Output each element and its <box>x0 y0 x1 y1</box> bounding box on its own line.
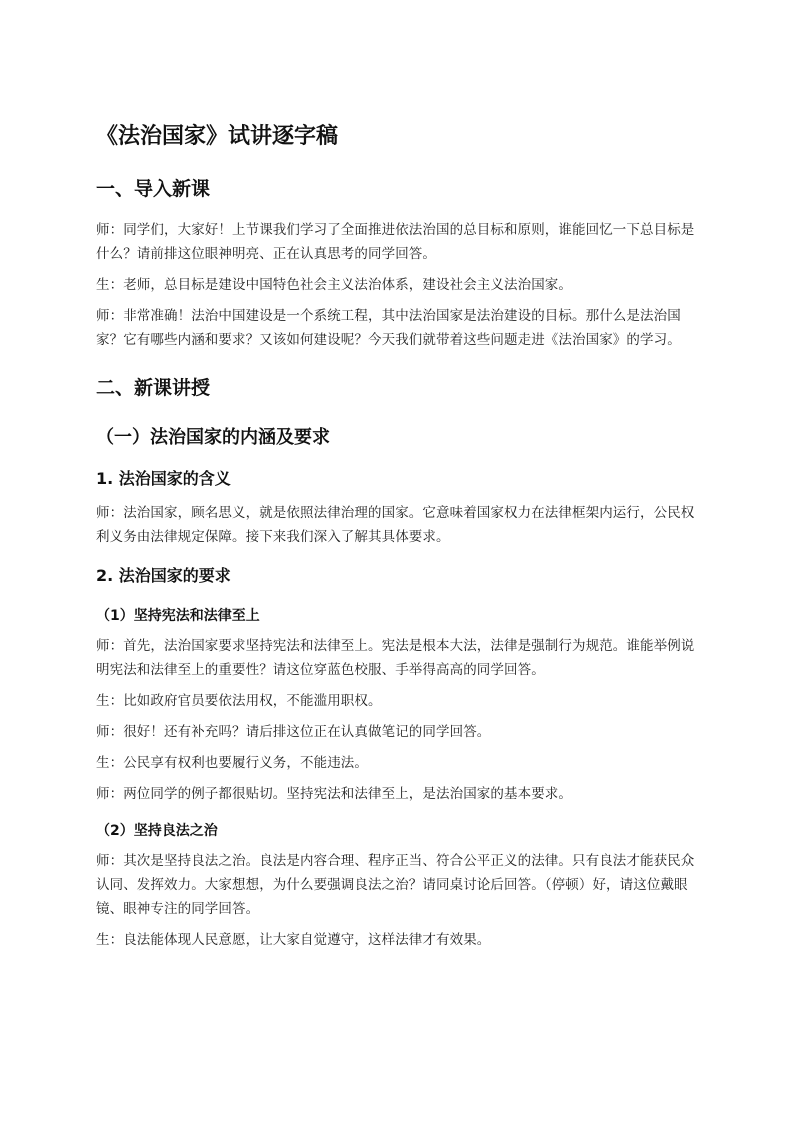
paragraph: 师：很好！还有补充吗？请后排这位正在认真做笔记的同学回答。 <box>96 724 491 740</box>
paragraph: 师：两位同学的例子都很贴切。坚持宪法和法律至上，是法治国家的基本要求。 <box>96 786 572 802</box>
paragraph: 生：良法能体现人民意愿，让大家自觉遵守，这样法律才有效果。 <box>96 932 491 948</box>
section-heading-intro: 一、导入新课 <box>96 178 211 200</box>
paragraph: 生：比如政府官员要依法用权，不能滥用职权。 <box>96 693 382 709</box>
paragraph: 生：公民享有权利也要履行义务，不能违法。 <box>96 755 368 771</box>
paragraph: 师：首先，法治国家要求坚持宪法和法律至上。宪法是根本大法，法律是强制行为规范。谁能举例说明宪法和法律至上的重要性？请这位穿蓝色校服、手举得高高的同学回答。 <box>96 638 695 678</box>
paragraph: 师：法治国家，顾名思义，就是依照法律治理的国家。它意味着国家权力在法律框架内运行，公民权利义务由法律规定保障。接下来我们深入了解其具体要求。 <box>96 505 695 545</box>
section-heading-lecture: 二、新课讲授 <box>96 377 211 399</box>
point-heading: 2. 法治国家的要求 <box>96 566 231 585</box>
paragraph: 师：非常准确！法治中国建设是一个系统工程，其中法治国家是法治建设的目标。那什么是法治国家？它有哪些内涵和要求？又该如何建设呢？今天我们就带着这些问题走进《法治国家》的学习。 <box>96 308 681 348</box>
paragraph: 师：其次是坚持良法之治。良法是内容合理、程序正当、符合公平正义的法律。只有良法才能获民众认同、发挥效力。大家想想，为什么要强调良法之治？请同桌讨论后回答。（停顿）好，请这位戴眼镜、眼神专注的同学回答。 <box>96 853 695 917</box>
point-heading: 1. 法治国家的含义 <box>96 469 231 488</box>
paragraph: 生：老师，总目标是建设中国特色社会主义法治体系，建设社会主义法治国家。 <box>96 277 572 293</box>
item-heading: （1）坚持宪法和法律至上 <box>96 608 260 624</box>
subsection-heading: （一）法治国家的内涵及要求 <box>96 427 330 448</box>
document-page <box>96 118 702 959</box>
page-title: 《法治国家》试讲逐字稿 <box>96 124 339 149</box>
item-heading: （2）坚持良法之治 <box>96 823 218 839</box>
paragraph: 师：同学们，大家好！上节课我们学习了全面推进依法治国的总目标和原则，谁能回忆一下总目标是什么？请前排这位眼神明亮、正在认真思考的同学回答。 <box>96 222 695 262</box>
